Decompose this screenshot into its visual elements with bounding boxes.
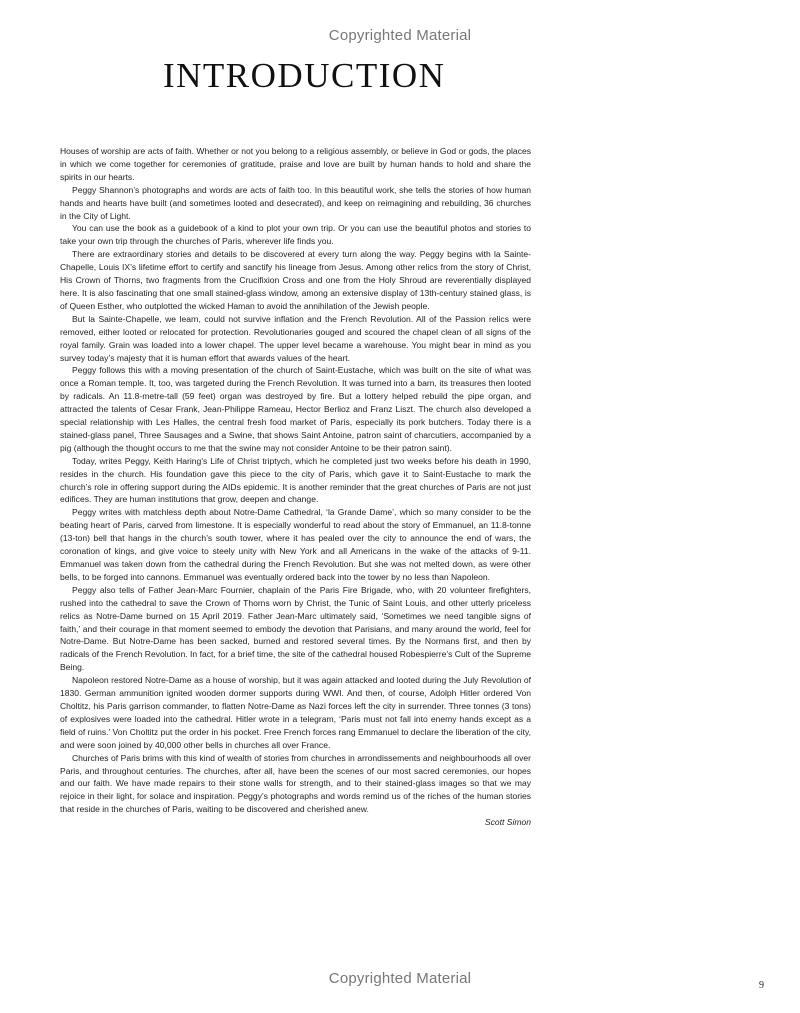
- paragraph: Today, writes Peggy, Keith Haring’s Life of Christ triptych, which he completed just two weeks before his death in 1990, resides in the church. His foundation gave this piece to the city of Paris, which gave it to Saint-Eustache to mark the church’s role in offering support during the AIDs epidemic. It is another reminder that the great churches of Paris are not just edifices. They are human institutions that grow, deepen and change.: [60, 455, 531, 505]
- paragraph: Peggy follows this with a moving presentation of the church of Saint-Eustache, which was built on the site of what was once a Roman temple. It, too, was targeted during the French Revolution. It was turned into a barn, its treasures then looted by radicals. An 11.8-metre-tall (59 feet) organ was destroyed by fire. But a lottery helped rebuild the pipe organ, and attracted the talents of Cesar Frank, Jean-Philippe Rameau, Hector Berlioz and Franz Liszt. The church also developed a special relationship with Les Halles, the central fresh food market of Paris, especially its pork butchers. Today there is a stained-glass panel, Three Sausages and a Swine, that shows Saint Antoine, patron saint of charcutiers, accompanied by a pig (although the thought occurs to me that the swine may not consider Antoine to be their patron saint).: [60, 365, 531, 453]
- copyright-watermark-top: Copyrighted Material: [328, 27, 472, 44]
- author-signature: Scott Simon: [484, 817, 531, 828]
- article-body: [60, 145, 531, 829]
- paragraph: There are extraordinary stories and details to be discovered at every turn along the way. Peggy begins with la Sainte-Chapelle, Louis IX’s lifetime effort to certify and sanctify his lineage from Jesus. Among other relics from the story of Christ, His Crown of Thorns, two fragments from the Crucifixion Cross and one from the Holy Shroud are reverentially displayed here. It is also fascinating that one small stained-glass window, among an extensive display of 13th-century stained glass, is of Queen Esther, who outplotted the wicked Haman to avoid the annihilation of the Jewish people.: [60, 249, 531, 311]
- page-title: INTRODUCTION: [163, 56, 446, 95]
- paragraph: Churches of Paris brims with this kind of wealth of stories from churches in arrondissements and neighbourhoods all over Paris, and throughout centuries. The churches, after all, have been the scenes of our most sacred ceremonies, our hopes and our faith. We have made repairs to their stone walls for strength, and to their stained-glass images so that we may rejoice in their light, for solace and inspiration. Peggy’s photographs and words remind us of the riches of the human stories that reside in the churches of Paris, waiting to be discovered and cherished anew.: [60, 752, 531, 815]
- copyright-watermark-bottom: Copyrighted Material: [328, 970, 472, 987]
- paragraph: Peggy writes with matchless depth about Notre-Dame Cathedral, ‘la Grande Dame’, which so many consider to be the beating heart of Paris, carved from limestone. It is especially wonderful to read about the story of Emmanuel, an 11.8-tonne (13-ton) bell that hangs in the church’s south tower, where it has pealed over the city to announce the end of wars, the coronation of kings, and give voice to steely unity with New York and all Americans in the wake of the attacks of 9-11. Emmanuel was taken down from the cathedral during the French Revolution. But she was not melted down, as were other bells, to be forged into cannons. Emmanuel was eventually ordered back into the tower by no less than Napoleon.: [60, 507, 531, 582]
- paragraph: You can use the book as a guidebook of a kind to plot your own trip. Or you can use the beautiful photos and stories to take your own trip through the churches of Paris, wherever life finds you.: [60, 223, 531, 247]
- paragraph: But la Sainte-Chapelle, we learn, could not survive inflation and the French Revolution. All of the Passion relics were removed, either looted or relocated for protection. Revolutionaries gouged and scoured the chapel clean of all signs of the royal family. Grain was loaded into a lower chapel. The upper level became a warehouse. You might bear in mind as you survey today’s majesty that it is human effort that awards values of the heart.: [60, 313, 531, 363]
- paragraph: Napoleon restored Notre-Dame as a house of worship, but it was again attacked and looted during the July Revolution of 1830. German ammunition ignited wooden dormer supports during WWI. And then, of course, Adolph Hitler ordered Von Choltitz, his Paris garrison commander, to flatten Notre-Dame as Nazi forces left the city in surrender. Three tonnes (3 tons) of explosives were loaded into the cathedral. Hitler wrote in a telegram, ‘Paris must not fall into enemy hands except as a field of ruins.’ Von Choltitz put the order in his pocket. Free French forces rang Emmanuel to declare the liberation of the city, and were soon joined by 40,000 other bells in churches all over France.: [60, 675, 531, 750]
- paragraph: Houses of worship are acts of faith. Whether or not you belong to a religious assembly, or believe in God or gods, the places in which we come together for ceremonies of gratitude, praise and love are built by human hands to hold and share the spirits in our hearts.: [60, 146, 531, 182]
- paragraph: Peggy also tells of Father Jean-Marc Fournier, chaplain of the Paris Fire Brigade, who, with 20 volunteer firefighters, rushed into the cathedral to save the Crown of Thorns worn by Christ, the Tunic of Saint Louis, and other utterly priceless relics as Notre-Dame burned on 15 April 2019. Father Jean-Marc ultimately said, ‘Sometimes we need tangible signs of faith,’ and their courage in that moment seemed to embody the devotion that Parisians, and many around the world, feel for Notre-Dame. But Notre-Dame has been sacked, burned and restored several times. By the Normans first, and then by radicals of the French Revolution. In fact, for a brief time, the site of the cathedral housed Robespierre’s Cult of the Supreme Being.: [60, 584, 531, 673]
- page-number: 9: [759, 980, 764, 991]
- paragraph: Peggy Shannon’s photographs and words are acts of faith too. In this beautiful work, she tells the stories of how human hands and hearts have built (and sometimes looted and desecrated), and keep on reimagining and rebuilding, 36 churches in the City of Light.: [60, 184, 531, 221]
